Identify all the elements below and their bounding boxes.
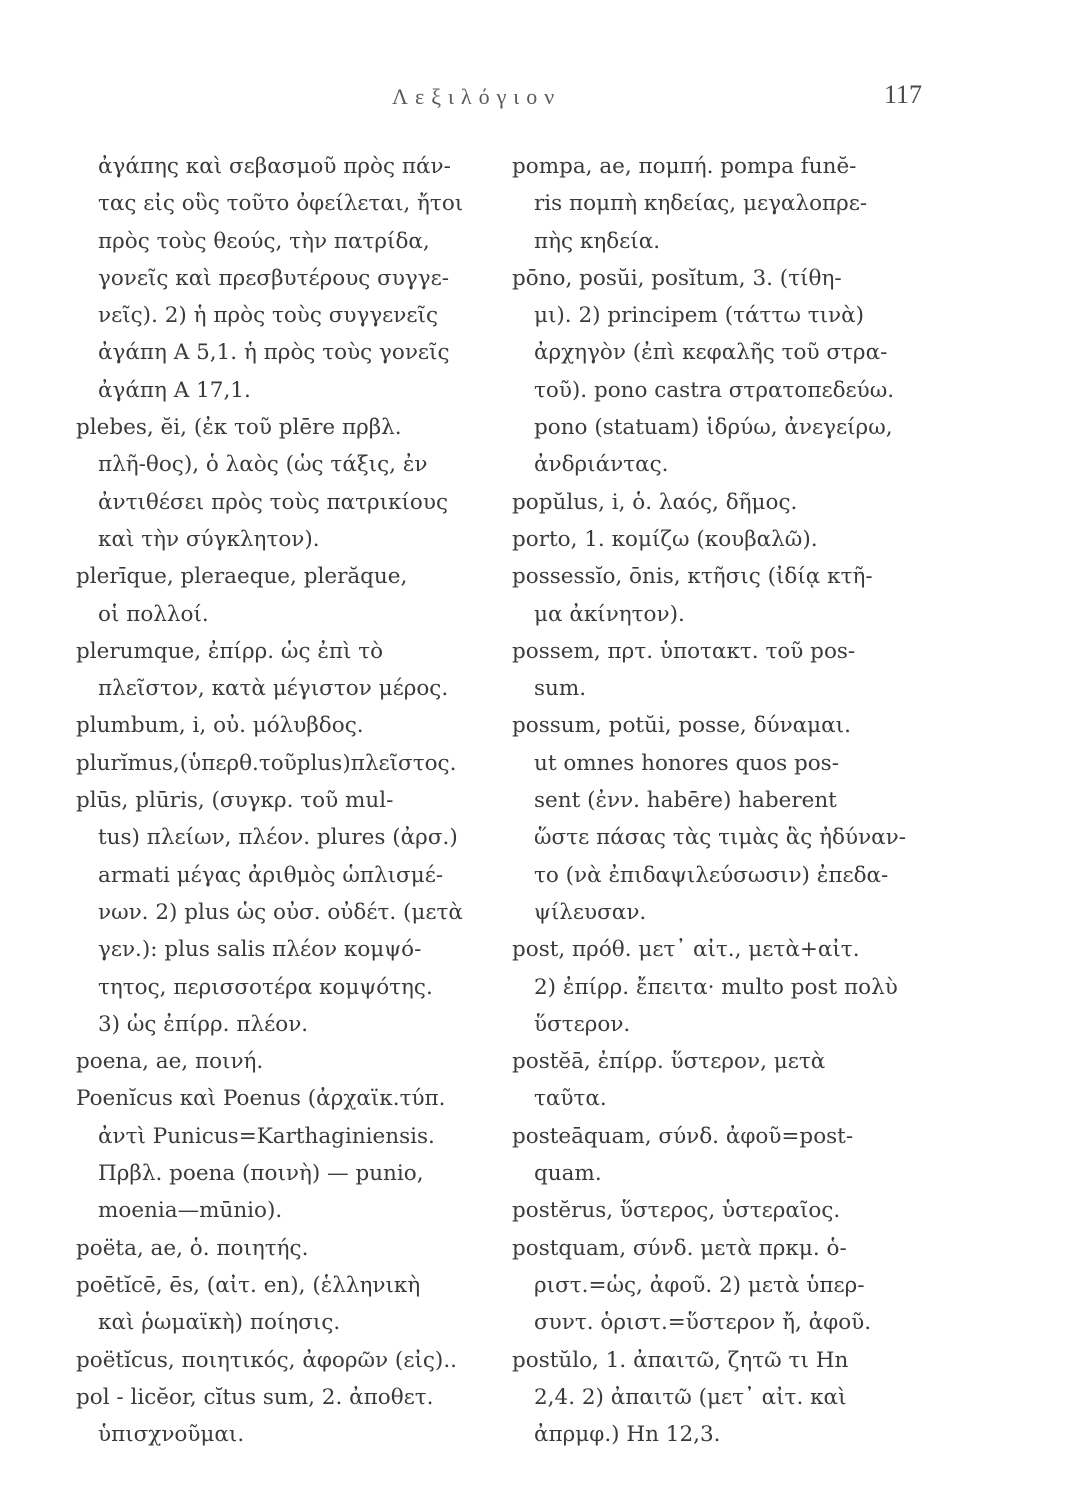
entry-line: posteāquam, σύνδ. ἀφοῦ=post- bbox=[512, 1123, 854, 1149]
entry-line: poētĭcē, ēs, (αἰτ. en), (ἑλληνικὴ bbox=[76, 1272, 421, 1298]
entry-line: ἀντὶ Punicus=Karthaginiensis. bbox=[98, 1123, 435, 1149]
entry-line: πρὸς τοὺς θεούς, τὴν πατρίδα, bbox=[98, 228, 430, 254]
entry-line: plerumque, ἐπίρρ. ὡς ἐπὶ τὸ bbox=[76, 638, 384, 664]
running-head bbox=[0, 80, 1072, 120]
entry-line: plerīque, pleraeque, plerăque, bbox=[76, 564, 408, 590]
entry-line: ἀντιθέσει πρὸς τοὺς πατρικίους bbox=[98, 489, 448, 515]
entry-line: pono (statuam) ἱδρύω, ἀνεγείρω, bbox=[534, 415, 893, 441]
entry-line: γονεῖς καὶ πρεσβυτέρους συγγε- bbox=[98, 265, 450, 291]
entry-line: πλεῖστον, κατὰ μέγιστον μέρος. bbox=[98, 676, 449, 702]
entry-line: plumbum, i, οὐ. μόλυβδος. bbox=[76, 713, 364, 739]
entry-line: οἱ πολλοί. bbox=[98, 601, 209, 627]
entry-line: 3) ὡς ἐπίρρ. πλέον. bbox=[98, 1011, 309, 1037]
entry-line: γεν.): plus salis πλέον κομψό- bbox=[98, 937, 422, 963]
entry-line: ἀνδριάντας. bbox=[534, 452, 669, 478]
entry-line: μα ἀκίνητον). bbox=[534, 601, 685, 627]
page-number: 117 bbox=[883, 80, 922, 109]
entry-line: ris πομπὴ κηδείας, μεγαλοπρε- bbox=[534, 191, 868, 217]
entry-line: ἀρχηγὸν (ἐπὶ κεφαλῆς τοῦ στρα- bbox=[534, 340, 888, 366]
entry-line: pol - licĕor, cĭtus sum, 2. ἀποθετ. bbox=[76, 1384, 434, 1410]
entry-line: popŭlus, i, ὁ. λαός, δῆμος. bbox=[512, 489, 798, 515]
entry-line: Poenĭcus καὶ Poenus (ἀρχαϊκ.τύπ. bbox=[76, 1086, 446, 1112]
entry-line: ἀπρμφ.) Hn 12,3. bbox=[534, 1422, 721, 1448]
entry-line: μι). 2) principem (τάττω τινὰ) bbox=[534, 303, 865, 329]
entry-line: νων. 2) plus ὡς οὐσ. οὐδέτ. (μετὰ bbox=[98, 899, 463, 925]
entry-line: ὕστερον. bbox=[534, 1011, 631, 1037]
entry-line: porto, 1. κομίζω (κουβαλῶ). bbox=[512, 526, 818, 552]
entry-line: postŭlo, 1. ἀπαιτῶ, ζητῶ τι Hn bbox=[512, 1347, 849, 1373]
entry-line: νεῖς). 2) ἡ πρὸς τοὺς συγγενεῖς bbox=[98, 303, 438, 329]
entry-line: poëtĭcus, ποιητικός, ἀφορῶν (εἰς).. bbox=[76, 1347, 457, 1373]
entry-line: quam. bbox=[534, 1161, 602, 1187]
entry-line: το (νὰ ἐπιδαψιλεύσωσιν) ἐπεδα- bbox=[534, 862, 889, 888]
entry-line: συντ. ὁριστ.=ὕστερον ἤ, ἀφοῦ. bbox=[534, 1310, 872, 1336]
entry-line: τητος, περισσοτέρα κομψότης. bbox=[98, 974, 433, 1000]
entry-line: καὶ ῥωμαϊκὴ) ποίησις. bbox=[98, 1310, 341, 1336]
entry-line: poëta, ae, ὁ. ποιητής. bbox=[76, 1235, 309, 1261]
entry-line: τοῦ). pono castra στρατοπεδεύω. bbox=[534, 377, 895, 403]
entry-line: sent (ἐνν. habēre) haberent bbox=[534, 788, 837, 814]
entry-line: ἀγάπη Α 5,1. ἡ πρὸς τοὺς γονεῖς bbox=[98, 340, 450, 366]
entry-line: ὥστε πάσας τὰς τιμὰς ἃς ἠδύναν- bbox=[534, 825, 906, 851]
entry-line: pompa, ae, πομπή. pompa funĕ- bbox=[512, 154, 857, 179]
entry-line: Πρβλ. poena (ποινὴ) — punio, bbox=[98, 1161, 424, 1187]
entry-line: πὴς κηδεία. bbox=[534, 228, 661, 254]
entry-line: postquam, σύνδ. μετὰ πρκμ. ὁ- bbox=[512, 1235, 847, 1261]
entry-line: 2,4. 2) ἀπαιτῶ (μετ᾽ αἰτ. καὶ bbox=[534, 1384, 847, 1410]
entry-line: possum, potŭi, posse, δύναμαι. bbox=[512, 713, 851, 739]
right-column bbox=[512, 148, 932, 1453]
entry-line: postĕrus, ὕστερος, ὑστεραῖος. bbox=[512, 1198, 841, 1224]
entry-line: possem, πρτ. ὑποτακτ. τοῦ pos- bbox=[512, 638, 856, 664]
entry-line: ψίλευσαν. bbox=[534, 899, 647, 925]
entry-line: ἀγάπη Α 17,1. bbox=[98, 377, 251, 403]
left-column bbox=[76, 148, 502, 1453]
entry-line: ὑπισχνοῦμαι. bbox=[98, 1422, 245, 1448]
entry-line: plurĭmus,(ὑπερθ.τοῦplus)πλεῖστος. bbox=[76, 750, 457, 776]
entry-line: ut omnes honores quos pos- bbox=[534, 750, 839, 776]
entry-line: tus) πλείων, πλέον. plures (ἀρσ.) bbox=[98, 825, 458, 851]
entry-line: pōno, posŭi, posĭtum, 3. (τίθη- bbox=[512, 265, 842, 291]
entry-line: ριστ.=ὡς, ἀφοῦ. 2) μετὰ ὑπερ- bbox=[534, 1272, 865, 1298]
entry-line: τας εἰς οὓς τοῦτο ὀφείλεται, ἤτοι bbox=[98, 191, 464, 217]
entry-line: sum. bbox=[534, 676, 587, 702]
entry-line: possessĭo, ōnis, κτῆσις (ἰδίᾳ κτῆ- bbox=[512, 564, 873, 590]
entry-line: 2) ἐπίρρ. ἔπειτα· multo post πολὺ bbox=[534, 974, 898, 1000]
entry-line: πλῆ-θος), ὁ λαὸς (ὡς τάξις, ἐν bbox=[98, 452, 428, 478]
entry-line: post, πρόθ. μετ᾽ αἰτ., μετὰ+αἰτ. bbox=[512, 937, 860, 963]
entry-line: poena, ae, ποινή. bbox=[76, 1049, 264, 1075]
entry-line: armati μέγας ἀριθμὸς ὡπλισμέ- bbox=[98, 862, 444, 888]
entry-line: ταῦτα. bbox=[534, 1086, 607, 1112]
entry-line: plebes, ĕi, (ἐκ τοῦ plēre πρβλ. bbox=[76, 415, 402, 441]
entry-line: καὶ τὴν σύγκλητον). bbox=[98, 526, 320, 552]
entry-line: moenia—mūnio). bbox=[98, 1198, 283, 1224]
entry-line: postĕā, ἐπίρρ. ὕστερον, μετὰ bbox=[512, 1049, 826, 1075]
entry-line: ἀγάπης καὶ σεβασμοῦ πρὸς πάν- bbox=[98, 154, 451, 179]
header-title: Λεξιλόγιον bbox=[392, 84, 562, 109]
entry-line: plūs, plūris, (συγκρ. τοῦ mul- bbox=[76, 788, 394, 814]
